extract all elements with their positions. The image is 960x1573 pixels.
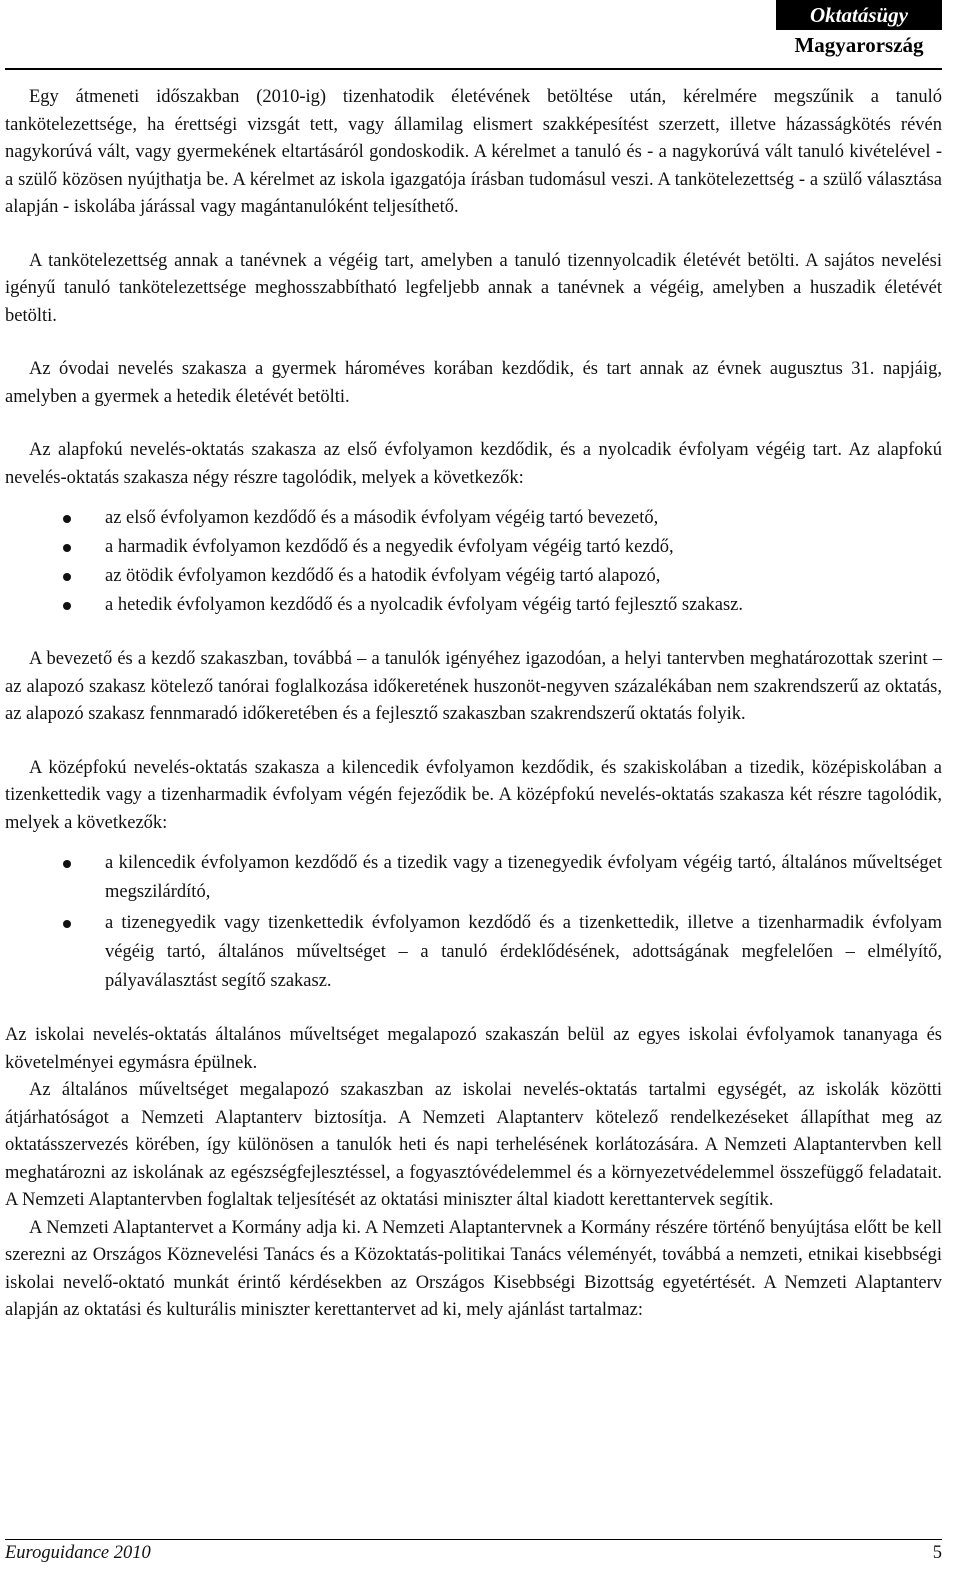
bullet-icon	[63, 515, 71, 523]
footer-divider	[5, 1539, 942, 1540]
paragraph-secondary-stage: A középfokú nevelés-oktatás szakasza a kilencedik évfolyamon kezdődik, és szakiskolában a tizedik, középiskolában a tizenkettedik vagy a tizenharmadik évfolyam végén fejeződik be. A középfokú nevelés-oktatás szakasza két részre tagolódik, melyek a következők:	[5, 757, 942, 833]
paragraph-curriculum-structure: Az iskolai nevelés-oktatás általános műveltséget megalapozó szakaszán belül az egyes iskolai évfolyamok tananyaga és követelményei egymásra épülnek.	[5, 1025, 942, 1073]
header-title-bottom: Magyarország	[794, 33, 924, 57]
list-item: az ötödik évfolyamon kezdődő és a hatodik évfolyam végéig tartó alapozó,	[5, 562, 942, 591]
bullet-icon	[63, 573, 71, 581]
footer-publisher: Euroguidance 2010	[5, 1543, 151, 1563]
paragraph-national-curriculum: Az általános műveltséget megalapozó szakaszban az iskolai nevelés-oktatás tartalmi egységét, az iskolák közötti átjárhatóságot a Nemzeti Alaptanterv biztosítja. A Nemzeti Alaptanterv kötelező rendelkezéseket állapíthat meg az oktatásszervezés körében, így különösen a tanulók heti és napi terhelésének korlátozására. A Nemzeti Alaptantervben kell meghatározni az iskolának az egészségfejlesztéssel, a fogyasztóvédelemmel és a környezetvédelemmel összefüggő feladatait. A Nemzeti Alaptantervben foglaltak teljesítését az oktatási miniszter által kiadott kerettantervek segítik.	[5, 1080, 942, 1210]
primary-stage-list	[5, 504, 942, 620]
secondary-stage-list	[5, 849, 942, 996]
bullet-icon	[63, 920, 71, 928]
header-title-top: Oktatásügy	[776, 0, 942, 30]
paragraph-kindergarten: Az óvodai nevelés szakasza a gyermek hároméves korában kezdődik, és tart annak az évnek augusztus 31. napjáig, amelyben a gyermek a hetedik életévét betölti.	[5, 359, 942, 407]
paragraph-primary-stage: Az alapfokú nevelés-oktatás szakasza az első évfolyamon kezdődik, és a nyolcadik évfolyam végéig tart. Az alapfokú nevelés-oktatás szakasza négy részre tagolódik, melyek a következők:	[5, 440, 942, 488]
paragraph-exemption: Egy átmeneti időszakban (2010-ig) tizenhatodik életévének betöltése után, kérelmére megszűnik a tanuló tankötelezettsége, ha érettségi vizsgát tett, vagy államilag elismert szakképesítést szerzett, illetve házasságkötés révén nagykorúvá vált, vagy gyermekének eltartásáról gondoskodik. A kérelmet a tanuló és - a nagykorúvá vált tanuló kivételével - a szülő közösen nyújthatja be. A kérelmet az iskola igazgatója írásban tudomásul veszi. A tankötelezettség - a szülő választása alapján - iskolába járással vagy magántanulóként teljesíthető.	[5, 87, 942, 217]
list-item: a harmadik évfolyamon kezdődő és a negyedik évfolyam végéig tartó kezdő,	[5, 533, 942, 562]
page-number: 5	[932, 1543, 942, 1563]
list-item: a kilencedik évfolyamon kezdődő és a tizedik vagy a tizenegyedik évfolyam végéig tartó, általános műveltséget megszilárdító,	[5, 849, 942, 907]
page-header	[776, 0, 942, 60]
bullet-icon	[63, 602, 71, 610]
bullet-icon	[63, 544, 71, 552]
paragraph-government-issue: A Nemzeti Alaptantervet a Kormány adja ki. A Nemzeti Alaptantervnek a Kormány részére történő benyújtása előtt be kell szerezni az Országos Köznevelési Tanács és a Közoktatás-politikai Tanács véleményét, továbbá a nemzeti, etnikai kisebbségi iskolai nevelő-oktató munkát érintő kérdésekben az Országos Kisebbségi Bizottság egyetértését. A Nemzeti Alaptanterv alapján az oktatási és kulturális miniszter kerettantervet ad ki, mely ajánlást tartalmaz:	[5, 1217, 942, 1320]
paragraph-compulsory-duration: A tankötelezettség annak a tanévnek a végéig tart, amelyben a tanuló tizennyolcadik életévét betölti. A sajátos nevelési igényű tanuló tankötelezettsége meghosszabbítható legfeljebb annak a tanévnek a végéig, amelyben a huszadik életévét betölti.	[5, 250, 942, 326]
document-body	[5, 84, 942, 1325]
paragraph-teaching-modes: A bevezető és a kezdő szakaszban, továbbá – a tanulók igényéhez igazodóan, a helyi tantervben meghatározottak szerint – az alapozó szakasz kötelező tanórai foglalkozása időkeretének huszonöt-negyven százalékában nem szakrendszerű az oktatás, az alapozó szakasz fennmaradó időkeretében és a fejlesztő szakaszban szakrendszerű oktatás folyik.	[5, 649, 942, 724]
list-item: a tizenegyedik vagy tizenkettedik évfolyamon kezdődő és a tizenkettedik, illetve a tizenharmadik évfolyam végéig tartó, általános műveltséget – a tanuló érdeklődésének, adottságának megfelelően – elmélyítő, pályaválasztást segítő szakasz.	[5, 909, 942, 996]
header-divider	[5, 68, 942, 70]
list-item: a hetedik évfolyamon kezdődő és a nyolcadik évfolyam végéig tartó fejlesztő szakasz.	[5, 591, 942, 620]
bullet-icon	[63, 860, 71, 868]
list-item: az első évfolyamon kezdődő és a második évfolyam végéig tartó bevezető,	[5, 504, 942, 533]
